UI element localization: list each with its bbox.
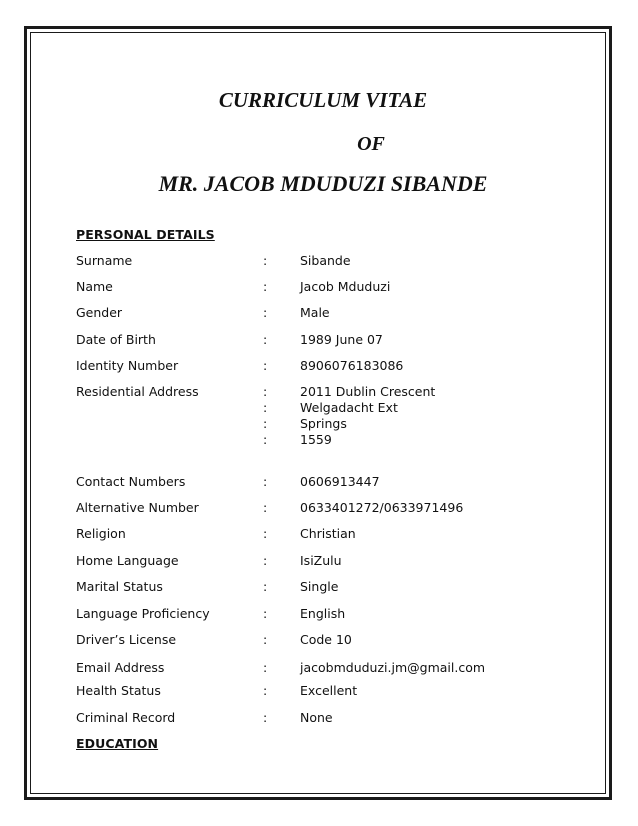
field-value: English xyxy=(300,606,346,621)
address-line-value: 2011 Dublin Crescent xyxy=(300,384,436,399)
field-value: jacobmduduzi.jm@gmail.com xyxy=(300,660,486,675)
field-separator: : xyxy=(263,632,268,647)
cv-owner-name: MR. JACOB MDUDUZI SIBANDE xyxy=(158,171,488,196)
field-separator: : xyxy=(263,305,268,320)
address-line-value: Welgadacht Ext xyxy=(300,400,398,415)
field-label: Gender xyxy=(76,305,123,320)
field-separator: : xyxy=(263,579,268,594)
field-value: None xyxy=(300,710,333,725)
field-value: Excellent xyxy=(300,683,358,698)
section-heading-personal-details: PERSONAL DETAILS xyxy=(76,227,215,242)
field-value: Male xyxy=(300,305,330,320)
field-value: Christian xyxy=(300,526,356,541)
field-label: Driver’s License xyxy=(76,632,177,647)
cv-title-of: OF xyxy=(357,133,385,155)
field-separator: : xyxy=(263,606,268,621)
field-label: Identity Number xyxy=(76,358,179,373)
field-separator: : xyxy=(263,279,268,294)
cv-title: CURRICULUM VITAE xyxy=(218,88,428,112)
address-line xyxy=(76,400,496,416)
field-label: Language Proficiency xyxy=(76,606,210,621)
field-separator: : xyxy=(263,660,268,675)
field-separator: : xyxy=(263,358,268,373)
field-value: Code 10 xyxy=(300,632,352,647)
field-value: Sibande xyxy=(300,253,351,268)
field-separator: : xyxy=(263,683,268,698)
field-separator: : xyxy=(263,432,268,447)
field-label: Criminal Record xyxy=(76,710,176,725)
field-separator: : xyxy=(263,474,268,489)
field-label: Date of Birth xyxy=(76,332,156,347)
field-value: 0606913447 xyxy=(300,474,380,489)
field-separator: : xyxy=(263,400,268,415)
field-label: Health Status xyxy=(76,683,161,698)
field-separator: : xyxy=(263,332,268,347)
field-label: Alternative Number xyxy=(76,500,199,515)
address-line-value: 1559 xyxy=(300,432,332,447)
field-label: Religion xyxy=(76,526,126,541)
field-label: Residential Address xyxy=(76,384,199,399)
field-separator: : xyxy=(263,526,268,541)
field-value: 1989 June 07 xyxy=(300,332,383,347)
field-separator: : xyxy=(263,553,268,568)
field-separator: : xyxy=(263,416,268,431)
field-separator: : xyxy=(263,710,268,725)
field-label: Marital Status xyxy=(76,579,163,594)
address-line xyxy=(76,384,496,400)
field-label: Name xyxy=(76,279,113,294)
field-label: Email Address xyxy=(76,660,165,675)
field-value: 0633401272/0633971496 xyxy=(300,500,464,515)
field-value: 8906076183086 xyxy=(300,358,404,373)
section-heading-education: EDUCATION xyxy=(76,736,159,751)
field-label: Home Language xyxy=(76,553,179,568)
field-label: Surname xyxy=(76,253,133,268)
address-line-value: Springs xyxy=(300,416,347,431)
field-value: Single xyxy=(300,579,339,594)
address-line xyxy=(76,432,496,448)
field-value: Jacob Mduduzi xyxy=(300,279,391,294)
field-separator: : xyxy=(263,384,268,399)
field-value: IsiZulu xyxy=(300,553,342,568)
address-line xyxy=(76,416,496,432)
field-separator: : xyxy=(263,500,268,515)
field-separator: : xyxy=(263,253,268,268)
field-label: Contact Numbers xyxy=(76,474,186,489)
